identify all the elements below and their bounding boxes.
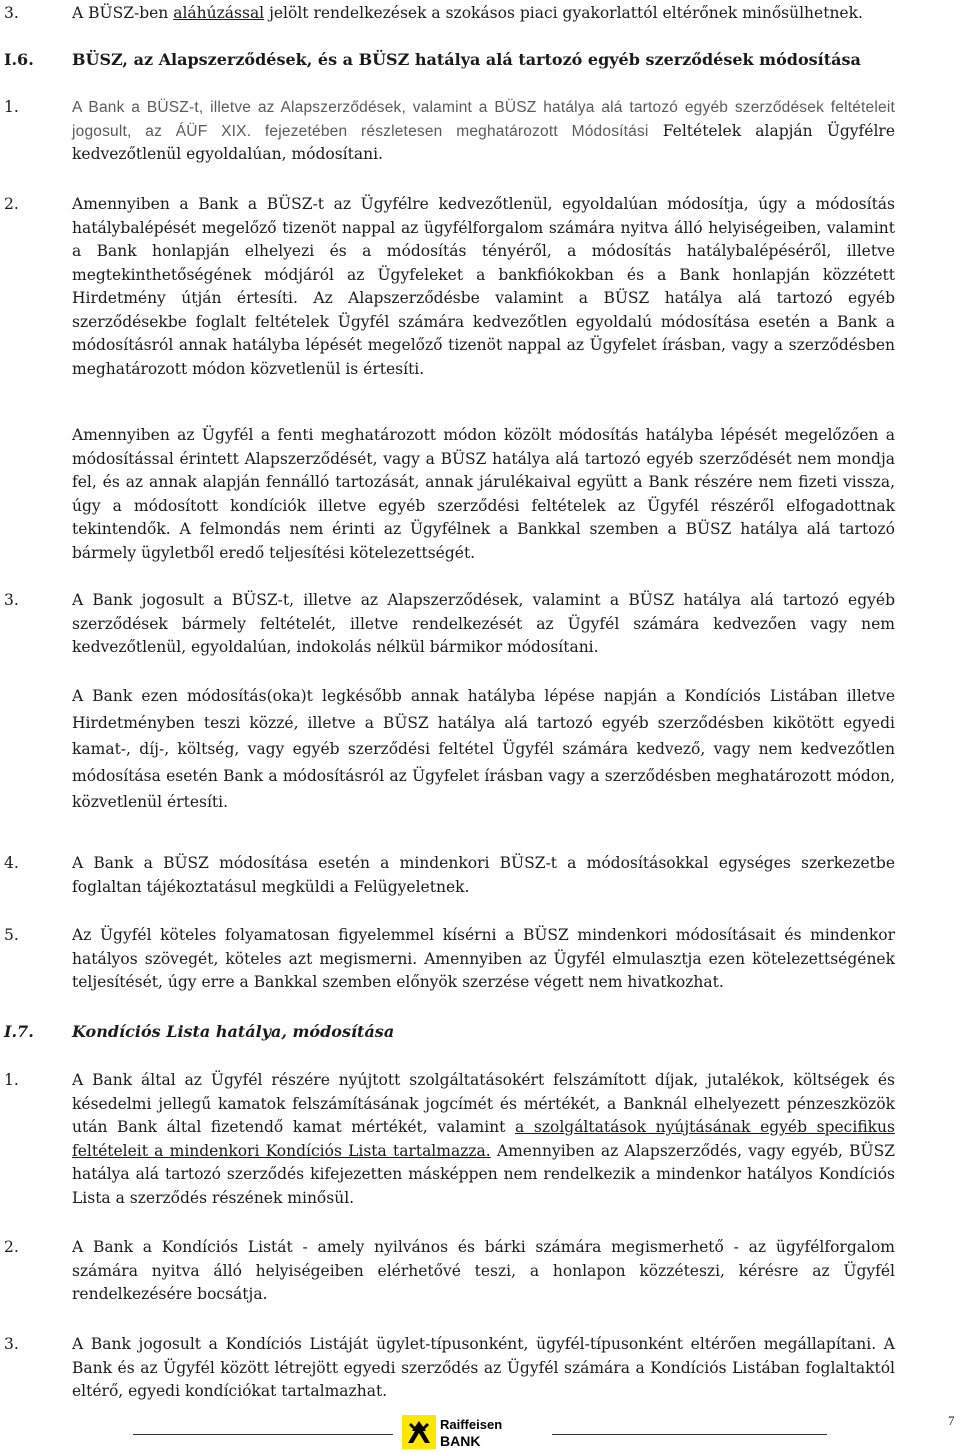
raiffeisen-bank-logo: [402, 1415, 542, 1449]
paragraph-number: 3.: [4, 1335, 19, 1353]
paragraph-text: A Bank ezen módosítás(oka)t legkésőbb annak hatályba lépése napján a Kondíciós Listában illetve Hirdetményben teszi közzé, illetve a BÜSZ hatálya alá tartozó egyéb szerződésben kikötött egyedi kamat-, díj-, költség, vagy egyéb szerződési feltétel Ügyfél számára kedvező, vagy nem kedvezőtlen módosítása esetén Bank a módosításról az Ügyfelet írásban vagy a szerződésben meghatározott módon, közvetlenül értesíti.: [72, 687, 895, 811]
paragraph-number: 3.: [4, 4, 19, 22]
paragraph-text: Az Ügyfél köteles folyamatosan figyelemmel kísérni a BÜSZ mindenkori módosításait és mindenkor hatályos szövegét, köteles azt megismerni. Amennyiben az Ügyfél elmulasztja ezen kötelezettségének teljesítését, úgy erre a Bankkal szemben előnyök szerzése végett nem hivatkozhat.: [72, 926, 895, 991]
page-number: 7: [948, 1413, 955, 1428]
paragraph-text: A Bank a BÜSZ módosítása esetén a mindenkori BÜSZ-t a módosításokkal egységes szerkezetbe foglaltan tájékoztatásul megküldi a Felügyeletnek.: [72, 854, 895, 896]
paragraph-number: 1.: [4, 1071, 19, 1089]
paragraph-text: A Bank jogosult a Kondíciós Listáját ügylet-típusonként, ügyfél-típusonként eltérően megállapítani. A Bank és az Ügyfél között létrejött egyedi szerződés az Ügyfél számára a Kondíciós Listában foglaltaktól eltérő, egyedi kondíciókat tartalmazhat.: [72, 1335, 895, 1400]
underlined-term: aláhúzással: [173, 4, 265, 22]
paragraph-number: 4.: [4, 854, 19, 872]
paragraph-number: 3.: [4, 591, 19, 609]
paragraph-text: A Bank a Kondíciós Listát - amely nyilvános és bárki számára megismerhető - az ügyfélforgalom számára nyitva álló helyiségeiben elérhetővé teszi, a honlapon közzéteszi, kérésre az Ügyfél rendelkezésére bocsátja.: [72, 1238, 895, 1303]
underlined-clause: a szolgáltatások nyújtásának egyéb specifikus feltételeit a mindenkori Kondíciós Lista tartalmazza.: [72, 1118, 895, 1160]
section-title: BÜSZ, az Alapszerződések, és a BÜSZ hatálya alá tartozó egyéb szerződések módosítása: [72, 50, 861, 69]
gray-text: A Bank a BÜSZ-t, illetve az Alapszerződések, valamint a BÜSZ hatálya alá tartozó egyéb szerződések feltételeit jogosult, az ÁÜF XIX. fejezetében részletesen meghatározott Módosítási: [72, 99, 895, 140]
svg-text:BANK: BANK: [440, 1433, 481, 1449]
section-number: I.7.: [4, 1022, 34, 1041]
paragraph-text: A BÜSZ-ben aláhúzással jelölt rendelkezések a szokásos piaci gyakorlattól eltérőnek minősülhetnek.: [72, 4, 863, 22]
logo-graphic: [402, 1415, 542, 1449]
section-title: Kondíciós Lista hatálya, módosítása: [72, 1022, 395, 1041]
paragraph-text: Amennyiben az Ügyfél a fenti meghatározott módon közölt módosítás hatályba lépését megelőzően a módosítással érintett Alapszerződését, vagy a BÜSZ hatálya alá tartozó egyéb szerződését nem mondja fel, és az annak alapján fennálló tartozását, annak járulékaival együtt a Bank részére nem fizeti vissza, úgy a módosított kondíciók illetve egyéb szerződési feltételek az Ügyfél részéről elfogadottnak tekintendők. A felmondás nem érinti az Ügyfélnek a Bankkal szemben a BÜSZ hatálya alá tartozó bármely ügyletből eredő teljesítési kötelezettségét.: [72, 426, 895, 562]
paragraph-number: 5.: [4, 926, 19, 944]
paragraph-text: A Bank által az Ügyfél részére nyújtott szolgáltatásokért felszámított díjak, jutalékok, költségek és késedelmi jellegű kamatok felszámításának jogcímét és mértékét, a Banknál elhelyezett pénzeszközök után Bank által fizetendő kamat mértékét, valamint a szolgáltatások nyújtásának egyéb specifikus feltételeit a mindenkori Kondíciós Lista tartalmazza. Amennyiben az Alapszerződés, vagy egyéb, BÜSZ hatálya alá tartozó szerződés kifejezetten másképpen nem rendelkezik a mindenkor hatályos Kondíciós Lista a szerződés részének minősül.: [72, 1071, 895, 1207]
svg-text:Raiffeisen: Raiffeisen: [440, 1417, 503, 1432]
footer-rule-left: [133, 1434, 393, 1435]
paragraph-number: 2.: [4, 1238, 19, 1256]
paragraph-text: A Bank jogosult a BÜSZ-t, illetve az Alapszerződések, valamint a BÜSZ hatálya alá tartozó egyéb szerződések bármely feltételét, illetve rendelkezését az Ügyfél számára kedvezően vagy nem kedvezőtlenül, egyoldalúan, indokolás nélkül bármikor módosítani.: [72, 591, 895, 656]
paragraph-text: Amennyiben a Bank a BÜSZ-t az Ügyfélre kedvezőtlenül, egyoldalúan módosítja, úgy a módosítás hatálybalépését megelőző tizenöt nappal az ügyfélforgalom számára nyitva álló helyiségeiben, valamint a Bank honlapján elhelyezi és a módosítás tényéről, a módosítás hatálybalépéséről, illetve megtekinthetőségének módjáról az Ügyfeleket a bankfiókokban és a Bank honlapján közzétett Hirdetmény útján értesíti. Az Alapszerződésbe valamint a BÜSZ hatálya alá tartozó egyéb szerződésekbe foglalt feltételek Ügyfél számára kedvezőtlen egyoldalú módosítása esetén a Bank a módosításról annak hatályba lépését megelőző tizenöt nappal az Ügyfelet írásban, vagy a szerződésben meghatározott módon közvetlenül is értesíti.: [72, 195, 895, 378]
section-number: I.6.: [4, 50, 34, 69]
paragraph-text: A Bank a BÜSZ-t, illetve az Alapszerződések, valamint a BÜSZ hatálya alá tartozó egyéb szerződések feltételeit jogosult, az ÁÜF XIX. fejezetében részletesen meghatározott Módosítási Feltételek alapján Ügyfélre kedvezőtlenül egyoldalúan, módosítani.: [72, 99, 896, 163]
footer-rule-right: [552, 1434, 827, 1435]
paragraph-number: 1.: [4, 98, 19, 116]
paragraph-number: 2.: [4, 195, 19, 213]
